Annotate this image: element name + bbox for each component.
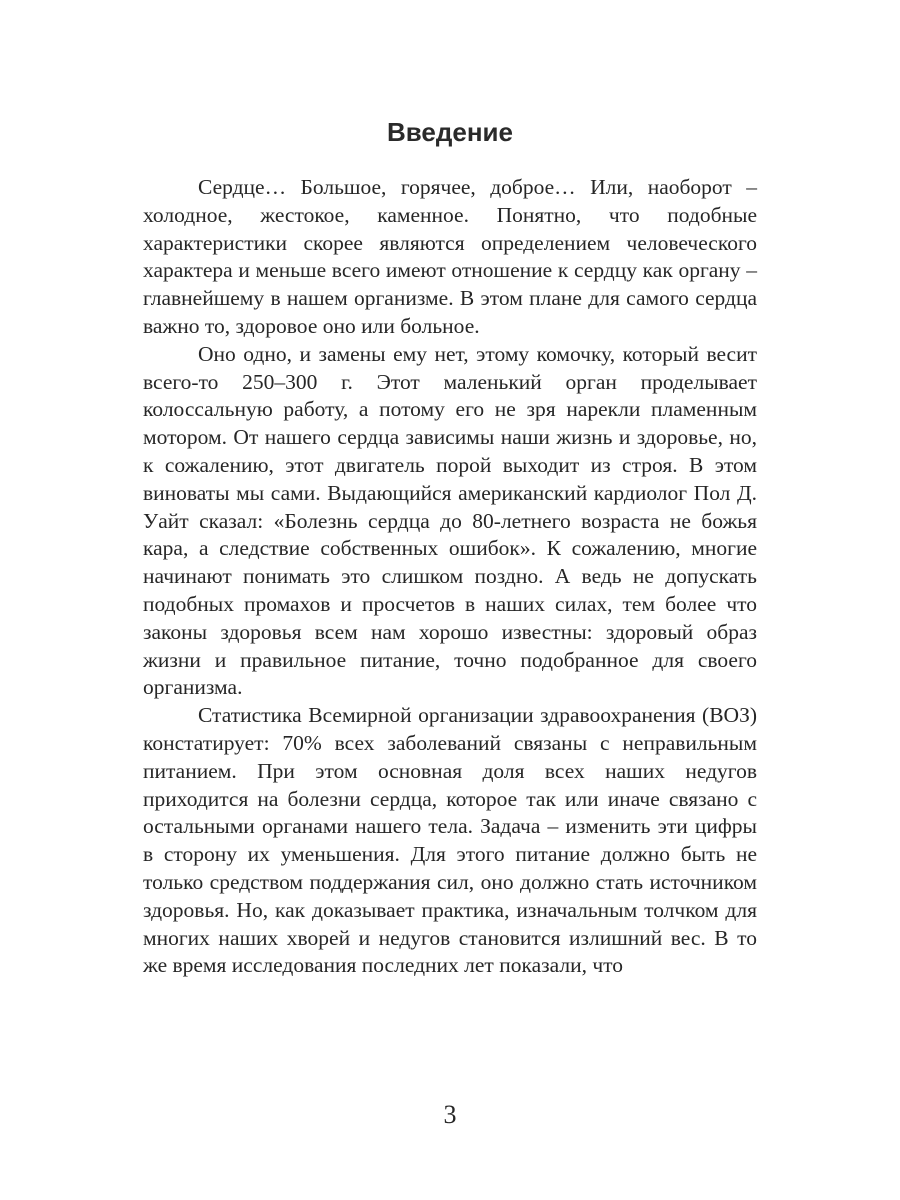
chapter-title: Введение: [387, 117, 513, 147]
body-text: [143, 174, 757, 980]
page-number: 3: [443, 1100, 457, 1129]
paragraph-3: Статистика Всемирной организации здравоохранения (ВОЗ) констатирует: 70% всех заболеваний связаны с неправильным питанием. При этом основная доля всех наших недугов приходится на болезни сердца, которое так или иначе связано с остальными органами нашего тела. Задача – изменить эти цифры в сторону их уменьшения. Для этого питание должно быть не только средством поддержания сил, оно должно стать источником здоровья. Но, как доказывает практика, изначальным толчком для многих наших хворей и недугов становится излишний вес. В то же время исследования последних лет показали, что: [143, 703, 757, 978]
paragraph-2: Оно одно, и замены ему нет, этому комочку, который весит всего-то 250–300 г. Этот маленький орган проделывает колоссальную работу, а потому его не зря нарекли пламенным мотором. От нашего сердца зависимы наши жизнь и здоровье, но, к сожалению, этот двигатель порой выходит из строя. В этом виноваты мы сами. Выдающийся американский кардиолог Пол Д. Уайт сказал: «Болезнь сердца до 80-летнего возраста не божья кара, а следствие собственных ошибок». К сожалению, многие начинают понимать это слишком поздно. А ведь не допускать подобных промахов и просчетов в наших силах, тем более что законы здоровья всем нам хорошо известны: здоровый образ жизни и правильное питание, точно подобранное для своего организма.: [143, 341, 757, 700]
paragraph-1: Сердце… Большое, горячее, доброе… Или, наоборот – холодное, жестокое, каменное. Понятно, что подобные характеристики скорее являются определением человеческого характера и меньше всего имеют отношение к сердцу как органу – главнейшему в нашем организме. В этом плане для самого сердца важно то, здоровое оно или больное.: [143, 175, 757, 338]
